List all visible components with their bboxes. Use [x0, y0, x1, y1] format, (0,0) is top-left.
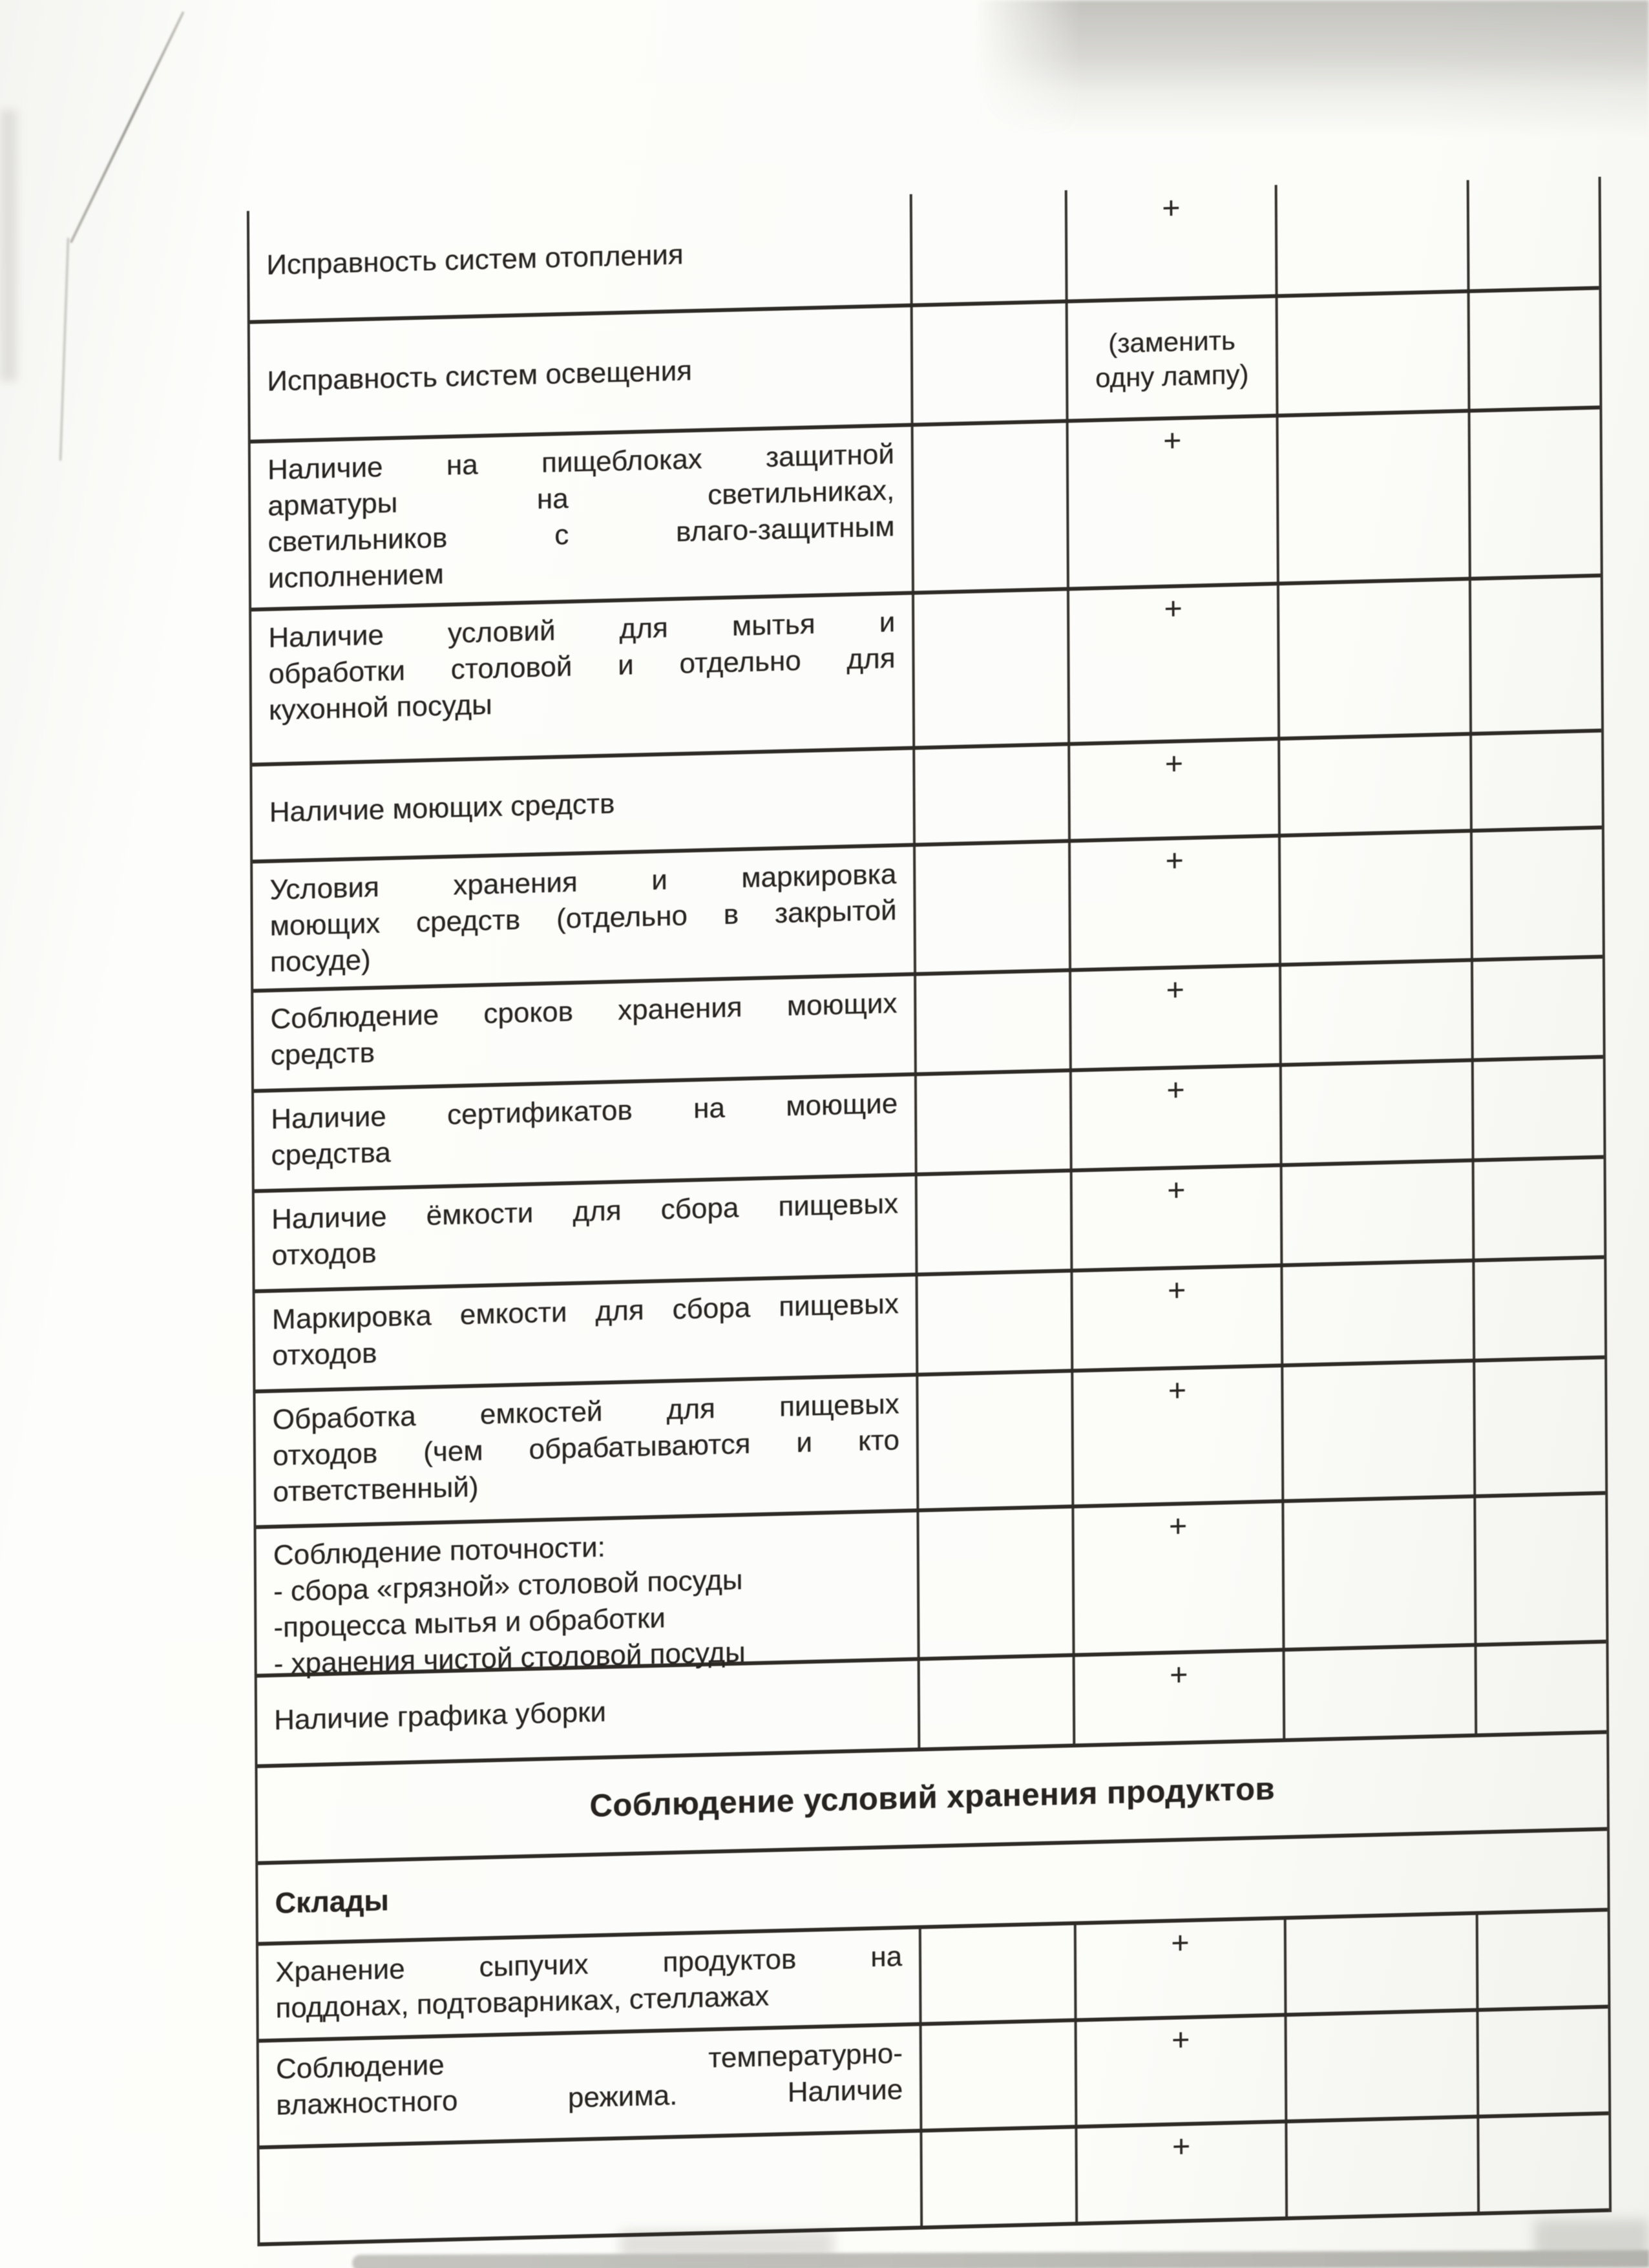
- check-mark-cell: [1071, 1367, 1281, 1504]
- row-label-cell: [253, 976, 914, 1089]
- row-label-line: - сбора «грязной» столовой посуды: [273, 1564, 743, 1608]
- row-label: [271, 1177, 899, 1274]
- empty-cell: [1285, 2012, 1477, 2120]
- bottom-right-smudge: [1535, 2220, 1649, 2266]
- row-label-line: Наличие условий для мытья и: [268, 606, 896, 654]
- row-label-line: Исправность систем отопления: [266, 238, 684, 281]
- empty-cell: [915, 1172, 1071, 1272]
- empty-cell: [916, 1272, 1071, 1372]
- row-label-line: - хранения чистой столовой посуды: [273, 1636, 746, 1680]
- empty-cell: [1473, 1360, 1605, 1495]
- empty-cell: [1276, 413, 1469, 582]
- empty-cell: [1476, 1912, 1608, 2008]
- scanner-edge-top-right: [972, 0, 1649, 137]
- empty-cell: [1285, 2119, 1477, 2217]
- row-label-line: Соблюдение сроков хранения моющих: [270, 987, 898, 1035]
- row-label-line: ответственный): [273, 1471, 479, 1508]
- empty-cell: [919, 2128, 1075, 2225]
- row-label-line: исполнением: [268, 558, 444, 594]
- row-label-line: -процесса мытья и обработки: [273, 1602, 666, 1644]
- row-label: [273, 1513, 901, 1683]
- row-label-cell: [251, 427, 912, 608]
- row-label: [274, 1686, 901, 1739]
- check-mark-cell: [1069, 1067, 1280, 1168]
- check-mark: +: [1171, 2022, 1190, 2058]
- check-mark-cell: [1073, 1652, 1283, 1743]
- empty-cell: [913, 843, 1069, 972]
- row-label-line: отходов: [271, 1237, 377, 1272]
- row-label-line: Наличие моющих средств: [269, 788, 615, 828]
- row-label-line: арматуры на светильниках,: [268, 474, 895, 522]
- empty-cell: [1472, 1259, 1604, 1359]
- subsection-title: Склады: [275, 1883, 389, 1920]
- empty-cell: [1471, 959, 1603, 1058]
- check-mark: +: [1164, 746, 1184, 782]
- empty-cell: [1280, 1263, 1473, 1364]
- empty-cell: [1277, 581, 1469, 737]
- empty-cell: [1471, 1059, 1604, 1159]
- empty-cell: [1476, 2116, 1609, 2212]
- note-line: (заменить: [1108, 324, 1235, 359]
- check-mark: +: [1163, 423, 1182, 459]
- document-table: [247, 176, 1612, 2246]
- empty-cell: [1475, 1644, 1607, 1734]
- table-row: [251, 410, 1601, 612]
- row-label-line: посуде): [269, 943, 371, 978]
- row-label-line: Исправность систем освещения: [267, 354, 693, 397]
- empty-cell: [1469, 578, 1601, 732]
- empty-cell: [1284, 1915, 1476, 2013]
- check-mark-cell: [1074, 1920, 1285, 2018]
- row-label: [267, 348, 894, 400]
- empty-cell: [1279, 1062, 1472, 1164]
- empty-cell: [1277, 736, 1470, 834]
- check-mark: [1068, 322, 1276, 395]
- row-label-cell: [252, 750, 913, 860]
- row-label-line: Маркировка емкости для сбора пищевых: [271, 1288, 899, 1336]
- check-mark-cell: [1067, 740, 1278, 839]
- empty-cell: [1467, 177, 1599, 289]
- row-label: [268, 427, 895, 597]
- row-label: [272, 1377, 899, 1511]
- note-line: одну лампу): [1095, 358, 1249, 393]
- check-mark: +: [1166, 1073, 1185, 1108]
- row-label: [269, 779, 896, 831]
- row-label-line: Обработка емкостей для пищевых: [272, 1388, 899, 1436]
- check-mark-cell: [1068, 837, 1279, 968]
- empty-cell: [916, 1508, 1072, 1657]
- check-mark: +: [1164, 591, 1182, 627]
- empty-cell: [912, 591, 1067, 746]
- row-label-cell: [251, 595, 912, 763]
- empty-cell: [914, 1072, 1070, 1172]
- empty-cell: [1279, 962, 1471, 1064]
- row-label: [272, 1277, 899, 1374]
- empty-cell: [910, 191, 1066, 304]
- empty-cell: [1275, 180, 1467, 295]
- check-mark: +: [1167, 1173, 1186, 1208]
- row-label-line: Соблюдение температурно-: [275, 2037, 903, 2085]
- check-mark: +: [1168, 1509, 1188, 1544]
- row-label-line: средства: [271, 1137, 391, 1171]
- row-label: [271, 1076, 898, 1174]
- empty-cell: [919, 2022, 1075, 2128]
- row-label-cell: [255, 1277, 916, 1390]
- row-label-line: Хранение сыпучих продуктов на: [275, 1940, 903, 1988]
- empty-cell: [919, 1925, 1075, 2022]
- row-label: [269, 847, 897, 981]
- check-mark-cell: [1069, 967, 1279, 1068]
- row-label-line: отходов: [272, 1337, 377, 1372]
- row-label: [266, 231, 893, 284]
- empty-cell: [1283, 1647, 1475, 1739]
- document-sheet: [247, 176, 1612, 2246]
- row-label-line: поддонах, подтоварниках, стеллажах: [275, 1980, 770, 2024]
- check-mark-cell: [1066, 298, 1276, 419]
- check-mark-cell: [1075, 2123, 1285, 2221]
- empty-cell: [911, 423, 1067, 591]
- empty-cell: [912, 746, 1068, 843]
- empty-cell: [1472, 1159, 1604, 1259]
- check-mark-cell: [1075, 2017, 1285, 2125]
- row-label-cell: [249, 194, 910, 320]
- check-mark: +: [1165, 843, 1184, 879]
- row-label-line: влажностного режима. Наличие: [276, 2074, 903, 2121]
- row-label-line: Наличие графика уборки: [273, 1696, 607, 1736]
- check-mark: +: [1162, 191, 1181, 226]
- row-label: [275, 1929, 903, 2027]
- empty-cell: [1467, 290, 1600, 409]
- row-label-line: светильников с влаго-защитным: [268, 510, 895, 558]
- empty-cell: [918, 1657, 1073, 1747]
- page-fold-line: [70, 11, 185, 243]
- row-label-cell: [257, 1513, 918, 1680]
- check-mark-cell: [1070, 1267, 1281, 1369]
- check-mark: +: [1168, 1373, 1187, 1409]
- row-label-cell: [259, 2026, 920, 2146]
- row-label-line: Наличие сертификатов на моющие: [271, 1087, 898, 1135]
- page-fold-line-lower: [59, 238, 69, 461]
- empty-cell: [1278, 833, 1471, 963]
- row-label-line: обработки столовой и отдельно для: [268, 642, 896, 690]
- row-label-cell: [260, 2133, 921, 2243]
- empty-cell: [916, 1372, 1071, 1508]
- row-label-cell: [250, 308, 911, 440]
- row-label-cell: [257, 1661, 918, 1765]
- empty-cell: [910, 304, 1066, 423]
- check-mark: +: [1170, 1657, 1188, 1693]
- row-label-line: Соблюдение поточности:: [273, 1531, 605, 1571]
- check-mark-cell: [1065, 185, 1276, 299]
- check-mark-cell: [1070, 1167, 1281, 1268]
- check-mark-cell: [1071, 1503, 1282, 1653]
- row-label-cell: [258, 1929, 919, 2039]
- check-mark: +: [1171, 2129, 1191, 2165]
- check-mark: +: [1167, 1273, 1186, 1308]
- empty-cell: [1280, 1162, 1473, 1264]
- row-label-cell: [255, 1377, 916, 1526]
- empty-cell: [1476, 2009, 1608, 2115]
- left-edge-smudge: [0, 110, 17, 381]
- empty-cell: [1468, 410, 1601, 577]
- row-label-line: Наличие на пищеблоках защитной: [267, 438, 894, 486]
- row-label-line: средств: [270, 1036, 375, 1071]
- row-label-line: Наличие ёмкости для сбора пищевых: [271, 1188, 899, 1235]
- empty-cell: [1470, 830, 1602, 958]
- empty-cell: [1281, 1363, 1473, 1500]
- row-label-line: Условия хранения и маркировка: [269, 858, 897, 906]
- check-mark: +: [1166, 972, 1184, 1008]
- empty-cell: [1469, 733, 1602, 829]
- row-label-line: отходов (чем обрабатываются и кто: [272, 1424, 899, 1472]
- check-mark: +: [1171, 1926, 1190, 1961]
- row-label: [270, 976, 898, 1074]
- check-mark-cell: [1067, 585, 1277, 742]
- row-label-cell: [255, 1177, 916, 1290]
- empty-cell: [1473, 1495, 1606, 1643]
- row-label-cell: [254, 1076, 915, 1190]
- empty-cell: [1276, 293, 1468, 414]
- check-mark-cell: [1066, 417, 1277, 587]
- section-title: Соблюдение условий хранения продуктов: [589, 1771, 1276, 1824]
- row-label-line: кухонной посуды: [268, 689, 492, 726]
- empty-cell: [1281, 1498, 1474, 1648]
- row-label-cell: [253, 847, 914, 989]
- scanner-edge-bottom: [352, 2250, 1649, 2268]
- row-label: [276, 2026, 903, 2124]
- empty-cell: [914, 972, 1069, 1072]
- row-label-line: моющих средств (отдельно в закрытой: [269, 894, 897, 942]
- row-label: [268, 595, 896, 729]
